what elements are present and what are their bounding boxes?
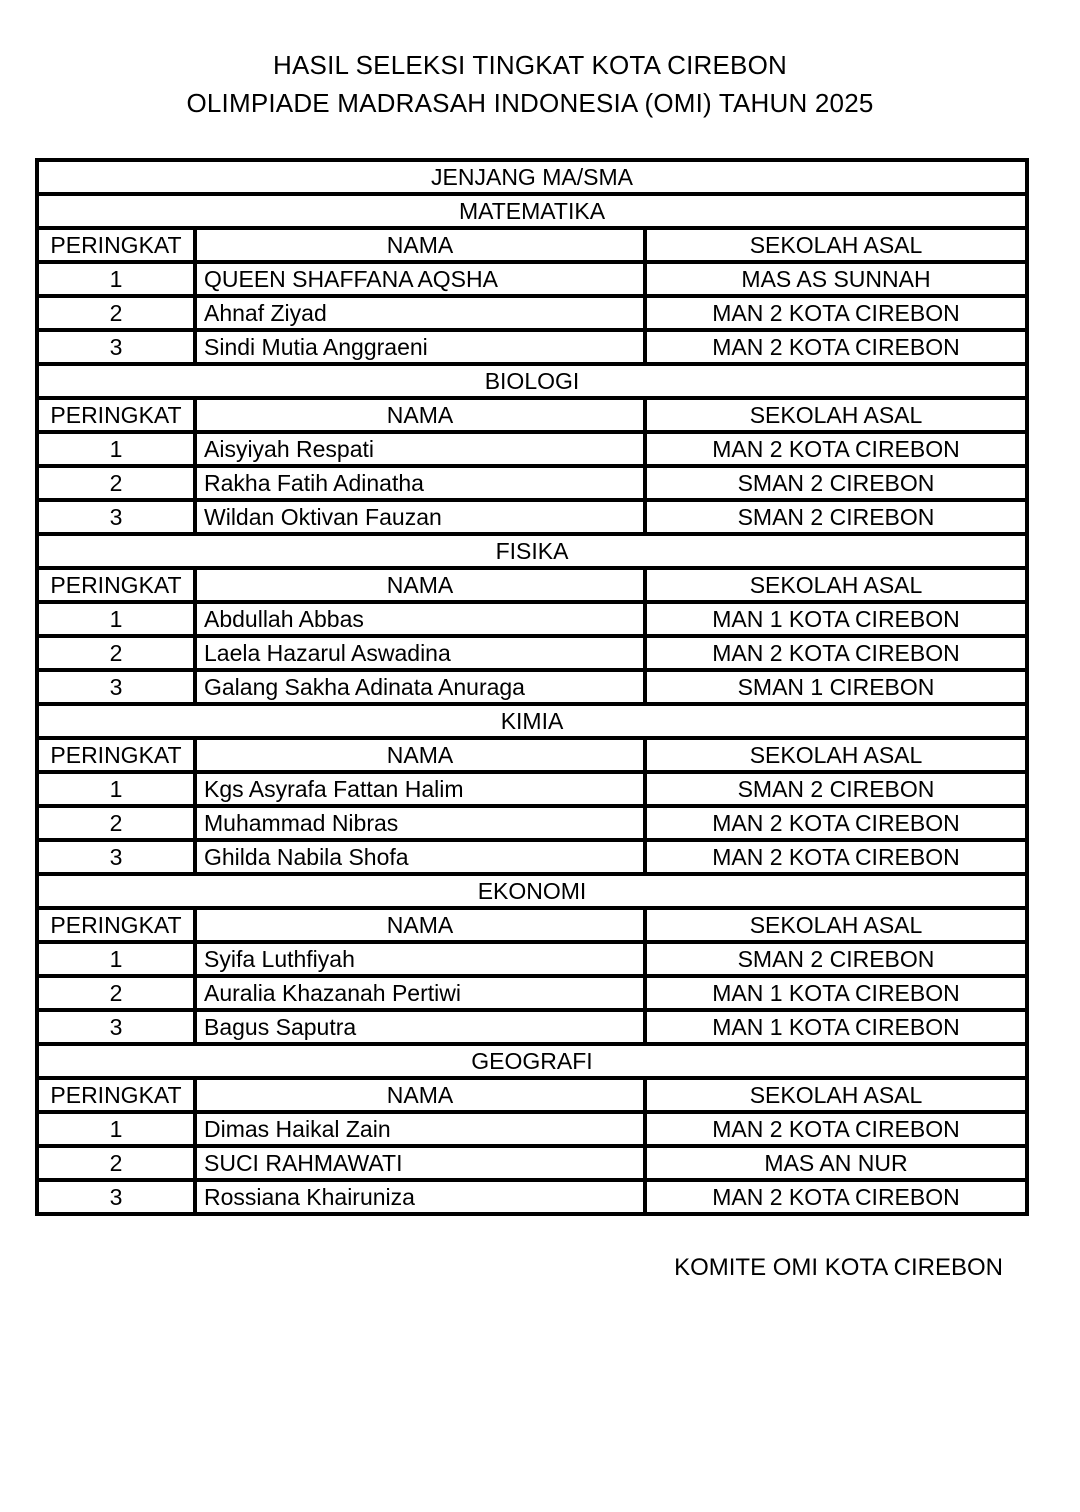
school-cell: SMAN 2 CIREBON bbox=[645, 466, 1027, 500]
column-header-row bbox=[37, 738, 1027, 772]
name-cell: Galang Sakha Adinata Anuraga bbox=[195, 670, 645, 704]
table-row bbox=[37, 466, 1027, 500]
column-header-sekolah-asal: SEKOLAH ASAL bbox=[645, 228, 1027, 262]
rank-cell: 1 bbox=[37, 602, 195, 636]
table-row bbox=[37, 1180, 1027, 1214]
rank-cell: 2 bbox=[37, 296, 195, 330]
table-row bbox=[37, 262, 1027, 296]
column-header-row bbox=[37, 568, 1027, 602]
rank-cell: 3 bbox=[37, 500, 195, 534]
rank-cell: 1 bbox=[37, 432, 195, 466]
table-row bbox=[37, 432, 1027, 466]
name-cell: Bagus Saputra bbox=[195, 1010, 645, 1044]
school-cell: MAS AN NUR bbox=[645, 1146, 1027, 1180]
table-row bbox=[37, 942, 1027, 976]
rank-cell: 3 bbox=[37, 1180, 195, 1214]
rank-cell: 3 bbox=[37, 330, 195, 364]
level-header-cell: JENJANG MA/SMA bbox=[37, 160, 1027, 194]
column-header-sekolah-asal: SEKOLAH ASAL bbox=[645, 738, 1027, 772]
name-cell: Aisyiyah Respati bbox=[195, 432, 645, 466]
table-row bbox=[37, 636, 1027, 670]
column-header-nama: NAMA bbox=[195, 738, 645, 772]
school-cell: MAN 2 KOTA CIREBON bbox=[645, 840, 1027, 874]
school-cell: MAN 2 KOTA CIREBON bbox=[645, 636, 1027, 670]
school-cell: SMAN 1 CIREBON bbox=[645, 670, 1027, 704]
document-title-line2: OLIMPIADE MADRASAH INDONESIA (OMI) TAHUN 2025 bbox=[186, 88, 874, 118]
column-header-peringkat: PERINGKAT bbox=[37, 1078, 195, 1112]
table-row bbox=[37, 1146, 1027, 1180]
rank-cell: 2 bbox=[37, 636, 195, 670]
column-header-peringkat: PERINGKAT bbox=[37, 398, 195, 432]
section-header-row bbox=[37, 1044, 1027, 1078]
column-header-nama: NAMA bbox=[195, 398, 645, 432]
school-cell: MAN 2 KOTA CIREBON bbox=[645, 806, 1027, 840]
results-table-body bbox=[37, 160, 1027, 1214]
name-cell: Auralia Khazanah Pertiwi bbox=[195, 976, 645, 1010]
section-header-row bbox=[37, 704, 1027, 738]
column-header-sekolah-asal: SEKOLAH ASAL bbox=[645, 908, 1027, 942]
section-subject-cell: EKONOMI bbox=[37, 874, 1027, 908]
column-header-row bbox=[37, 228, 1027, 262]
section-header-row bbox=[37, 364, 1027, 398]
column-header-nama: NAMA bbox=[195, 568, 645, 602]
table-row bbox=[37, 296, 1027, 330]
results-table-container bbox=[35, 158, 1025, 1216]
rank-cell: 1 bbox=[37, 1112, 195, 1146]
school-cell: MAN 2 KOTA CIREBON bbox=[645, 432, 1027, 466]
table-row bbox=[37, 840, 1027, 874]
school-cell: SMAN 2 CIREBON bbox=[645, 772, 1027, 806]
school-cell: MAN 1 KOTA CIREBON bbox=[645, 602, 1027, 636]
rank-cell: 1 bbox=[37, 262, 195, 296]
column-header-peringkat: PERINGKAT bbox=[37, 908, 195, 942]
column-header-peringkat: PERINGKAT bbox=[37, 228, 195, 262]
table-row bbox=[37, 1112, 1027, 1146]
name-cell: Dimas Haikal Zain bbox=[195, 1112, 645, 1146]
column-header-row bbox=[37, 908, 1027, 942]
column-header-row bbox=[37, 1078, 1027, 1112]
name-cell: Laela Hazarul Aswadina bbox=[195, 636, 645, 670]
rank-cell: 2 bbox=[37, 466, 195, 500]
name-cell: Rossiana Khairuniza bbox=[195, 1180, 645, 1214]
column-header-nama: NAMA bbox=[195, 1078, 645, 1112]
column-header-nama: NAMA bbox=[195, 228, 645, 262]
document-header bbox=[35, 0, 1025, 122]
rank-cell: 1 bbox=[37, 942, 195, 976]
school-cell: MAN 2 KOTA CIREBON bbox=[645, 330, 1027, 364]
name-cell: Rakha Fatih Adinatha bbox=[195, 466, 645, 500]
school-cell: MAN 1 KOTA CIREBON bbox=[645, 1010, 1027, 1044]
column-header-sekolah-asal: SEKOLAH ASAL bbox=[645, 1078, 1027, 1112]
school-cell: SMAN 2 CIREBON bbox=[645, 500, 1027, 534]
section-subject-cell: FISIKA bbox=[37, 534, 1027, 568]
rank-cell: 2 bbox=[37, 806, 195, 840]
name-cell: Syifa Luthfiyah bbox=[195, 942, 645, 976]
rank-cell: 3 bbox=[37, 1010, 195, 1044]
column-header-row bbox=[37, 398, 1027, 432]
section-subject-cell: GEOGRAFI bbox=[37, 1044, 1027, 1078]
name-cell: Muhammad Nibras bbox=[195, 806, 645, 840]
results-table bbox=[35, 158, 1029, 1216]
school-cell: MAN 2 KOTA CIREBON bbox=[645, 296, 1027, 330]
table-row bbox=[37, 772, 1027, 806]
table-row bbox=[37, 330, 1027, 364]
footer-signature: KOMITE OMI KOTA CIREBON bbox=[674, 1254, 1003, 1281]
school-cell: MAN 1 KOTA CIREBON bbox=[645, 976, 1027, 1010]
table-row bbox=[37, 1010, 1027, 1044]
table-row bbox=[37, 976, 1027, 1010]
table-row bbox=[37, 602, 1027, 636]
section-subject-cell: KIMIA bbox=[37, 704, 1027, 738]
column-header-sekolah-asal: SEKOLAH ASAL bbox=[645, 568, 1027, 602]
rank-cell: 2 bbox=[37, 1146, 195, 1180]
column-header-sekolah-asal: SEKOLAH ASAL bbox=[645, 398, 1027, 432]
rank-cell: 3 bbox=[37, 840, 195, 874]
name-cell: Ghilda Nabila Shofa bbox=[195, 840, 645, 874]
school-cell: SMAN 2 CIREBON bbox=[645, 942, 1027, 976]
rank-cell: 3 bbox=[37, 670, 195, 704]
section-header-row bbox=[37, 874, 1027, 908]
name-cell: Abdullah Abbas bbox=[195, 602, 645, 636]
rank-cell: 2 bbox=[37, 976, 195, 1010]
school-cell: MAS AS SUNNAH bbox=[645, 262, 1027, 296]
rank-cell: 1 bbox=[37, 772, 195, 806]
table-row bbox=[37, 500, 1027, 534]
document-title-line1: HASIL SELEKSI TINGKAT KOTA CIREBON bbox=[273, 50, 787, 80]
school-cell: MAN 2 KOTA CIREBON bbox=[645, 1112, 1027, 1146]
table-row bbox=[37, 670, 1027, 704]
name-cell: Sindi Mutia Anggraeni bbox=[195, 330, 645, 364]
name-cell: SUCI RAHMAWATI bbox=[195, 1146, 645, 1180]
column-header-peringkat: PERINGKAT bbox=[37, 568, 195, 602]
name-cell: Ahnaf Ziyad bbox=[195, 296, 645, 330]
section-subject-cell: BIOLOGI bbox=[37, 364, 1027, 398]
section-header-row bbox=[37, 534, 1027, 568]
section-subject-cell: MATEMATIKA bbox=[37, 194, 1027, 228]
name-cell: Wildan Oktivan Fauzan bbox=[195, 500, 645, 534]
name-cell: Kgs Asyrafa Fattan Halim bbox=[195, 772, 645, 806]
name-cell: QUEEN SHAFFANA AQSHA bbox=[195, 262, 645, 296]
section-header-row bbox=[37, 194, 1027, 228]
level-header-row bbox=[37, 160, 1027, 194]
column-header-peringkat: PERINGKAT bbox=[37, 738, 195, 772]
table-row bbox=[37, 806, 1027, 840]
column-header-nama: NAMA bbox=[195, 908, 645, 942]
school-cell: MAN 2 KOTA CIREBON bbox=[645, 1180, 1027, 1214]
